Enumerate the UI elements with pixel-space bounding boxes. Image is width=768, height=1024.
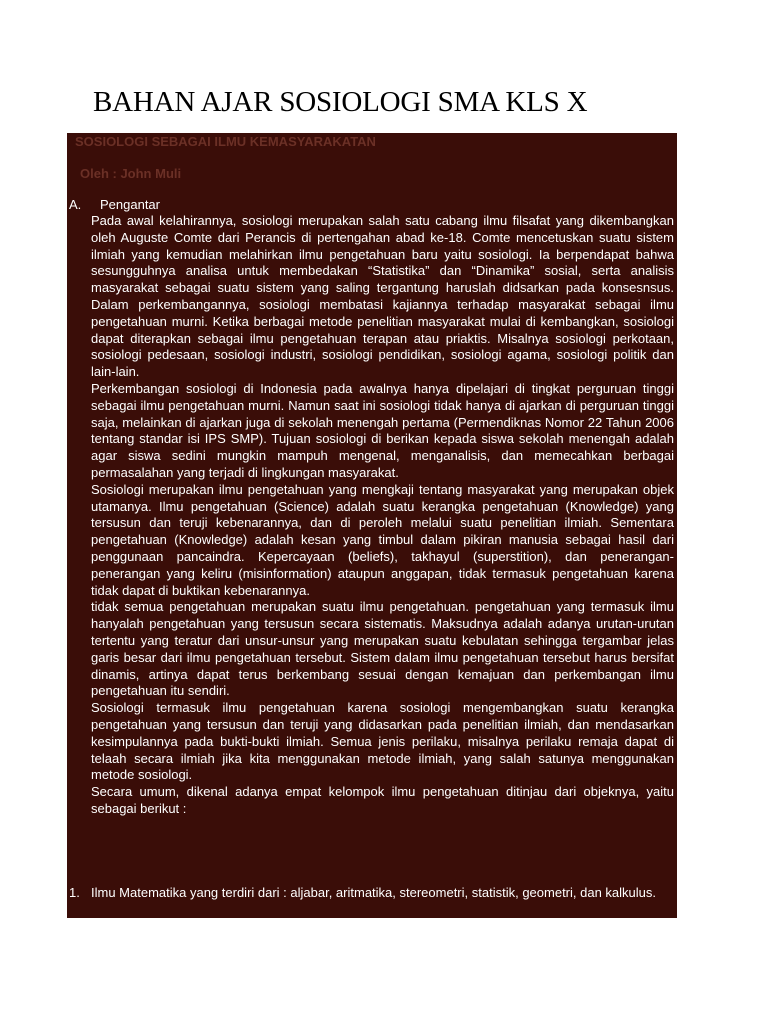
paragraph: tidak semua pengetahuan merupakan suatu ilmu pengetahuan. pengetahuan yang termasuk ilmu hanyalah pengetahuan yang tersusun secara sistematis. Maksudnya adalah adanya urutan-urutan tertentu yang teratur dari unsur-unsur yang merupakan suatu kebulatan sehingga tergambar jelas garis besar dari ilmu pengetahuan tersebut. Sistem dalam ilmu pengetahuan tersebut harus bersifat dinamis, artinya dapat terus berkembang sesuai dengan kemajuan dan perkembangan ilmu pengetahuan itu sendiri. — [91, 599, 674, 699]
list-text: Ilmu Matematika yang terdiri dari : aljabar, aritmatika, stereometri, statistik, geometri, dan kalkulus. — [91, 885, 656, 900]
section-heading — [69, 197, 160, 213]
list-number: 1. — [69, 885, 80, 900]
content-panel — [67, 133, 677, 918]
paragraph: Secara umum, dikenal adanya empat kelompok ilmu pengetahuan ditinjau dari objeknya, yaitu sebagai berikut : — [91, 784, 674, 816]
section-title: Pengantar — [100, 197, 160, 212]
subtitle: SOSIOLOGI SEBAGAI ILMU KEMASYARAKATAN — [75, 134, 376, 149]
body-text — [91, 213, 674, 818]
document-title: BAHAN AJAR SOSIOLOGI SMA KLS X — [93, 86, 588, 118]
author-line: Oleh : John Muli — [80, 166, 182, 181]
paragraph: Sosiologi merupakan ilmu pengetahuan yang mengkaji tentang masyarakat yang merupakan objek utamanya. Ilmu pengetahuan (Science) adalah suatu kerangka pengetahuan (Knowledge) yang tersusun dan teruji kebenarannya, dan di peroleh melalui suatu penelitian ilmiah. Sementara pengetahuan (Knowledge) adalah kesan yang timbul dalam pikiran manusia sebagai hasil dari penggunaan pancaindra. Kepercayaan (beliefs), takhayul (superstition), dan penerangan-penerangan yang keliru (misinformation) ataupun anggapan, tidak termasuk pengetahuan karena tidak dapat di buktikan kebenarannya. — [91, 481, 674, 598]
paragraph: Pada awal kelahirannya, sosiologi merupakan salah satu cabang ilmu filsafat yang dikembangkan oleh Auguste Comte dari Perancis di pertengahan abad ke-18. Comte mencetuskan suatu sistem ilmiah yang kemudian melahirkan ilmu pengetahuan baru yaitu sosiologi. Ia berpendapat bahwa sesungguhnya analisa untuk membedakan “Statistika” dan “Dinamika” sosial, serta analisis masyarakat sebagai suatu sistem yang saling tergantung haruslah didsarkan pada konsesnsus. Dalam perkembangannya, sosiologi membatasi kajiannya terhadap masyarakat sebagai ilmu pengetahuan murni. Ketika berbagai metode penelitian masyarakat mulai di kembangkan, sosiologi dapat diterapkan sebagai ilmu pengetahuan terapan atau priaktis. Misalnya sosiologi perkotaan, sosiologi pedesaan, sosiologi industri, sosiologi pendidikan, sosiologi agama, sosiologi politik dan lain-lain. — [91, 213, 674, 380]
paragraph: Sosiologi termasuk ilmu pengetahuan karena sosiologi mengembangkan suatu kerangka pengetahuan yang tersusun dan teruji yang didasarkan pada penelitian ilmiah, dan mendasarkan kesimpulannya pada bukti-bukti ilmiah. Semua jenis perilaku, misalnya perilaku remaja dapat di telaah secara ilmiah jika kita menggunakan metode ilmiah, yang salah satunya menggunakan metode sosiologi. — [91, 700, 674, 783]
list-item — [69, 885, 674, 902]
section-label: A. — [69, 197, 82, 212]
paragraph: Perkembangan sosiologi di Indonesia pada awalnya hanya dipelajari di tingkat perguruan tinggi sebagai ilmu pengetahuan murni. Namun saat ini sosiologi tidak hanya di ajarkan di perguruan tinggi saja, melainkan di ajarkan juga di sekolah menengah pertama (Permendiknas Nomor 22 Tahun 2006 tentang standar isi IPS SMP). Tujuan sosiologi di berikan kepada siswa sekolah menengah adalah agar siswa sedini mungkin mampuh mengenal, menganalisis, dan memecahkan berbagai permasalahan yang terjadi di lingkungan masyarakat. — [91, 380, 674, 480]
